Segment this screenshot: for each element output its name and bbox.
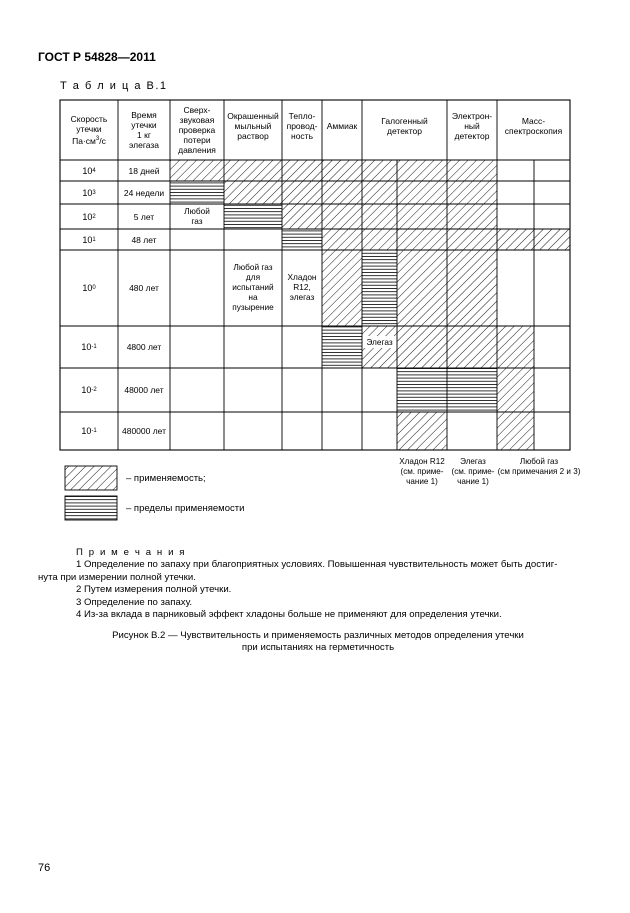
time-cell: 5 лет [133, 211, 155, 222]
note-item: 2 Путем измерения полной утечки. [76, 584, 232, 596]
hatch-electron-b [497, 326, 534, 368]
figure-caption: Рисунок В.2 — Чувствительность и применяемость различных методов определения утечки при испытаниях на герметичность [112, 630, 524, 654]
header-thermal: Тепло- провод- ность [286, 111, 318, 141]
legend-limits-text: – пределы применяемости [126, 503, 245, 514]
limit-halogen-left [362, 250, 397, 326]
note-item: 3 Определение по запаху. [76, 596, 193, 608]
time-cell: 480 лет [129, 283, 159, 293]
note-item: 4 Из-за вклада в парниковый эффект хладоны больше не применяют для определения утечки. [76, 609, 502, 621]
limit-halogen-right [397, 368, 447, 412]
label-any-gas: Любой газ [184, 206, 210, 226]
label-any-gas-test: Любой газ для испытаний на пузырение [232, 262, 274, 312]
time-cell: 480000 лет [121, 426, 167, 436]
hatch-halogen-c [397, 412, 447, 450]
hatch-thermal-a [282, 160, 322, 229]
notes-heading: П р и м е ч а н и я [76, 547, 187, 558]
table-row: 10 1 [82, 234, 96, 245]
footer-mass: Любой газ (см примечания 2 и 3) [497, 457, 581, 476]
label-elegas: Элегаз [366, 337, 393, 347]
note-item: нута при измерении полной утечки. [38, 571, 196, 583]
footer-electron: Элегаз (см. приме- чание 1) [451, 457, 495, 486]
time-cell: 48000 лет [124, 385, 164, 395]
legend-limits-swatch [65, 496, 117, 520]
notes-block [38, 547, 598, 621]
header-ammonia: Аммиак [326, 121, 358, 131]
limit-soap [224, 204, 282, 229]
table-caption: Т а б л и ц а В.1 [60, 80, 168, 92]
hatch-halogen-right-a [397, 160, 447, 326]
table-row: 10 3 [82, 187, 96, 198]
table-row: 10 4 [82, 165, 96, 176]
page-number: 76 [38, 862, 51, 874]
hatch-ultrasonic-a [170, 160, 224, 181]
hatch-ammonia-a [322, 160, 362, 326]
hatch-electron-c [497, 368, 534, 450]
time-cell: 4800 лет [126, 342, 162, 352]
hatch-soap-a [224, 160, 282, 204]
limit-ultrasonic [170, 181, 224, 204]
header-rate: Скорость утечки $Па\cdot см^3/с$ [70, 114, 108, 146]
legend-applicable-swatch [65, 466, 117, 490]
footer-halogen: Хладон R12 (см. приме- чание 1) [399, 457, 445, 486]
header-soap: Окрашенный мыльный раствор [227, 111, 279, 141]
table-row: 10 -1 [81, 342, 97, 352]
legend-applicable-text: – применяемость; [126, 473, 206, 484]
hatch-mass-a [497, 229, 570, 250]
time-cell: 18 дней [128, 165, 160, 176]
header-halogen: Галогенный детектор [381, 116, 428, 136]
header-electron: Электрон- ный детектор [451, 111, 493, 141]
hatch-halogen-left-a [362, 160, 397, 250]
limit-ammonia [322, 326, 362, 368]
time-cell: 48 лет [131, 234, 157, 245]
limit-thermal [282, 229, 322, 250]
label-freon-elegas: Хладон R12, элегаз [287, 272, 317, 302]
table-row: 10 -1 [81, 426, 97, 436]
limit-electron [447, 368, 497, 412]
table-row: 10 0 [82, 283, 96, 293]
note-item: 1 Определение по запаху при благоприятных условиях. Повышенная чувствительность может быть достиг- [76, 559, 558, 571]
header-ultrasonic: Сверх- звуковая проверка потери давления [178, 105, 216, 155]
table-row: 10 2 [82, 211, 96, 222]
time-cell: 24 недели [123, 187, 165, 198]
standard-header: ГОСТ Р 54828—2011 [38, 50, 156, 64]
table-row: 10 -2 [81, 385, 97, 395]
hatch-electron-a [447, 160, 497, 368]
header-mass: Масс- спектроскопия [504, 116, 563, 136]
header-time: Время утечки 1 кг элегаза [128, 110, 159, 150]
